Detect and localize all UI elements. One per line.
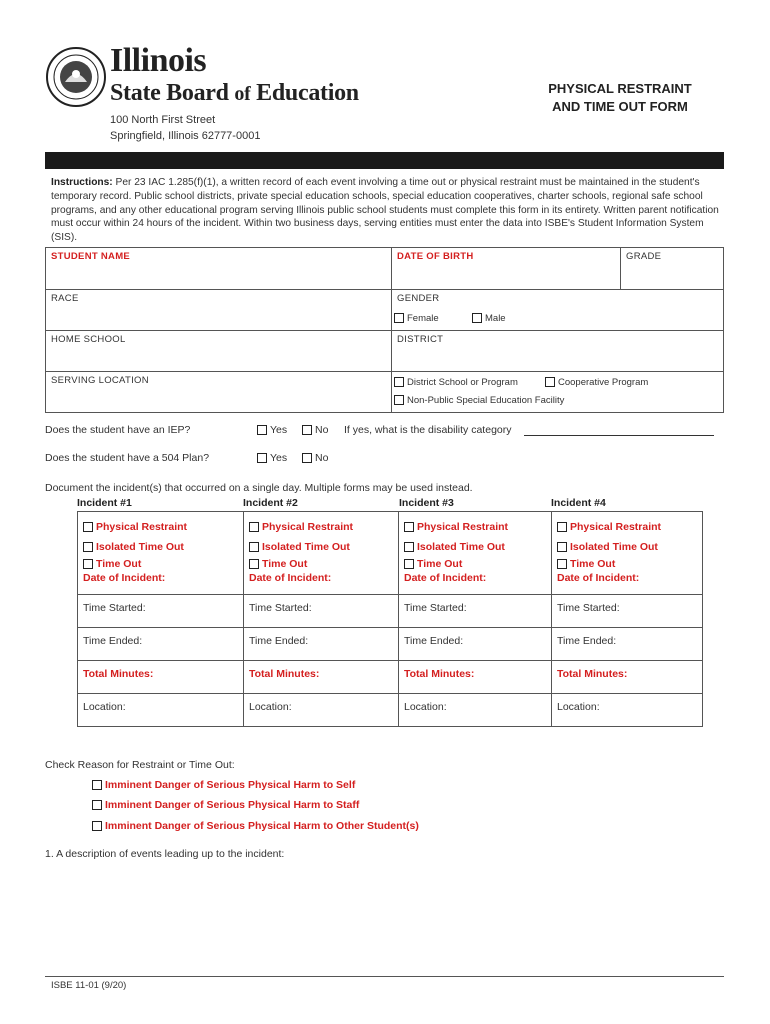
agency-name-illinois: Illinois xyxy=(110,42,207,79)
total-minutes-field[interactable]: Total Minutes: xyxy=(399,661,552,694)
checkbox-icon[interactable] xyxy=(404,522,414,532)
location-district-option[interactable]: District School or Program xyxy=(394,377,518,388)
date-of-incident-label: Date of Incident: xyxy=(404,572,487,584)
incident-4-header: Incident #4 xyxy=(551,497,606,509)
footer-divider xyxy=(45,976,724,977)
plan504-question: Does the student have a 504 Plan? xyxy=(45,452,210,464)
checkbox-icon[interactable] xyxy=(404,559,414,569)
iep-yes-option[interactable]: Yes xyxy=(257,424,287,436)
incidents-intro: Document the incident(s) that occurred on a single day. Multiple forms may be used instead. xyxy=(45,482,473,494)
incident-type-option[interactable]: Time Out xyxy=(249,557,393,572)
time-started-field[interactable]: Time Started: xyxy=(244,595,399,628)
incident-type-option[interactable]: Physical Restraint xyxy=(83,517,238,537)
incident-2-header: Incident #2 xyxy=(243,497,298,509)
incident-type-option[interactable]: Time Out xyxy=(557,557,697,572)
incident-type-option[interactable]: Isolated Time Out xyxy=(83,537,238,557)
state-seal-logo xyxy=(45,46,107,108)
grade-field[interactable]: GRADE xyxy=(621,248,724,290)
form-title: PHYSICAL RESTRAINT AND TIME OUT FORM xyxy=(548,81,692,114)
incident-type-option[interactable]: Physical Restraint xyxy=(557,517,697,537)
reason-self-option[interactable]: Imminent Danger of Serious Physical Harm to Self xyxy=(92,779,355,791)
student-info-table xyxy=(45,247,724,413)
checkbox-icon[interactable] xyxy=(257,453,267,463)
disability-category-label: If yes, what is the disability category xyxy=(344,424,512,436)
reason-label: Check Reason for Restraint or Time Out: xyxy=(45,759,235,771)
incident-4-type xyxy=(552,512,703,595)
checkbox-icon[interactable] xyxy=(83,522,93,532)
incident-type-option[interactable]: Isolated Time Out xyxy=(249,537,393,557)
date-of-incident-label: Date of Incident: xyxy=(249,572,332,584)
serving-location-field[interactable]: SERVING LOCATION xyxy=(46,372,392,413)
incident-2-type xyxy=(244,512,399,595)
checkbox-icon[interactable] xyxy=(249,522,259,532)
description-label: 1. A description of events leading up to the incident: xyxy=(45,848,285,860)
checkbox-icon[interactable] xyxy=(404,542,414,552)
agency-address: 100 North First Street Springfield, Illinois 62777-0001 xyxy=(110,114,261,142)
iep-no-option[interactable]: No xyxy=(302,424,328,436)
checkbox-icon[interactable] xyxy=(249,542,259,552)
time-ended-field[interactable]: Time Ended: xyxy=(244,628,399,661)
plan504-no-option[interactable]: No xyxy=(302,452,328,464)
location-field[interactable]: Location: xyxy=(244,694,399,727)
reason-staff-option[interactable]: Imminent Danger of Serious Physical Harm to Staff xyxy=(92,799,359,811)
incident-3-header: Incident #3 xyxy=(399,497,454,509)
checkbox-icon[interactable] xyxy=(83,559,93,569)
incident-type-option[interactable]: Physical Restraint xyxy=(249,517,393,537)
iep-question: Does the student have an IEP? xyxy=(45,424,191,436)
plan504-yes-option[interactable]: Yes xyxy=(257,452,287,464)
dob-field[interactable]: DATE OF BIRTH xyxy=(392,248,621,290)
gender-field: GENDER xyxy=(392,290,724,331)
checkbox-icon[interactable] xyxy=(83,542,93,552)
incident-type-option[interactable]: Time Out xyxy=(83,557,238,572)
incident-type-option[interactable]: Isolated Time Out xyxy=(404,537,546,557)
header-divider-bar xyxy=(45,152,724,169)
time-ended-field[interactable]: Time Ended: xyxy=(399,628,552,661)
checkbox-icon[interactable] xyxy=(257,425,267,435)
total-minutes-field[interactable]: Total Minutes: xyxy=(552,661,703,694)
checkbox-icon[interactable] xyxy=(394,395,404,405)
checkbox-icon[interactable] xyxy=(394,313,404,323)
gender-male-option[interactable]: Male xyxy=(472,313,506,324)
total-minutes-field[interactable]: Total Minutes: xyxy=(78,661,244,694)
time-ended-field[interactable]: Time Ended: xyxy=(78,628,244,661)
location-field[interactable]: Location: xyxy=(78,694,244,727)
time-ended-field[interactable]: Time Ended: xyxy=(552,628,703,661)
disability-category-input[interactable] xyxy=(524,435,714,436)
checkbox-icon[interactable] xyxy=(472,313,482,323)
checkbox-icon[interactable] xyxy=(92,821,102,831)
incident-type-option[interactable]: Physical Restraint xyxy=(404,517,546,537)
location-cooperative-option[interactable]: Cooperative Program xyxy=(545,377,648,388)
checkbox-icon[interactable] xyxy=(557,542,567,552)
checkbox-icon[interactable] xyxy=(92,800,102,810)
district-field[interactable]: DISTRICT xyxy=(392,331,724,372)
checkbox-icon[interactable] xyxy=(394,377,404,387)
race-field[interactable]: RACE xyxy=(46,290,392,331)
reason-students-option[interactable]: Imminent Danger of Serious Physical Harm to Other Student(s) xyxy=(92,820,419,832)
location-field[interactable]: Location: xyxy=(399,694,552,727)
date-of-incident-label: Date of Incident: xyxy=(557,572,640,584)
location-field[interactable]: Location: xyxy=(552,694,703,727)
instructions: Instructions: Per 23 IAC 1.285(f)(1), a written record of each event involving a time out or physical restraint must be maintained in the student's temporary record. Public school districts, private special education schools, special education cooperatives, charter schools, regional safe school programs, and any other educational program serving Illinois public school students must complete this form in its entirety. Written parent notification must occur within 24 hours of the incident. Within two business days, serving entities must enter the data into ISBE's Student Information System (SIS). xyxy=(51,177,719,244)
gender-female-option[interactable]: Female xyxy=(394,313,439,324)
total-minutes-field[interactable]: Total Minutes: xyxy=(244,661,399,694)
checkbox-icon[interactable] xyxy=(557,559,567,569)
checkbox-icon[interactable] xyxy=(302,425,312,435)
time-started-field[interactable]: Time Started: xyxy=(399,595,552,628)
home-school-field[interactable]: HOME SCHOOL xyxy=(46,331,392,372)
incident-1-header: Incident #1 xyxy=(77,497,132,509)
checkbox-icon[interactable] xyxy=(92,780,102,790)
location-nonpublic-option[interactable]: Non-Public Special Education Facility xyxy=(394,395,564,406)
checkbox-icon[interactable] xyxy=(302,453,312,463)
checkbox-icon[interactable] xyxy=(557,522,567,532)
description-input[interactable] xyxy=(45,866,724,970)
student-name-field[interactable]: STUDENT NAME xyxy=(46,248,392,290)
incident-type-option[interactable]: Time Out xyxy=(404,557,546,572)
date-of-incident-label: Date of Incident: xyxy=(83,572,166,584)
time-started-field[interactable]: Time Started: xyxy=(78,595,244,628)
time-started-field[interactable]: Time Started: xyxy=(552,595,703,628)
incident-1-type xyxy=(78,512,244,595)
checkbox-icon[interactable] xyxy=(545,377,555,387)
incident-type-option[interactable]: Isolated Time Out xyxy=(557,537,697,557)
agency-name-board: State Board of Education xyxy=(110,80,359,106)
form-code: ISBE 11-01 (9/20) xyxy=(51,980,127,991)
checkbox-icon[interactable] xyxy=(249,559,259,569)
incidents-table xyxy=(77,511,703,727)
incident-3-type xyxy=(399,512,552,595)
